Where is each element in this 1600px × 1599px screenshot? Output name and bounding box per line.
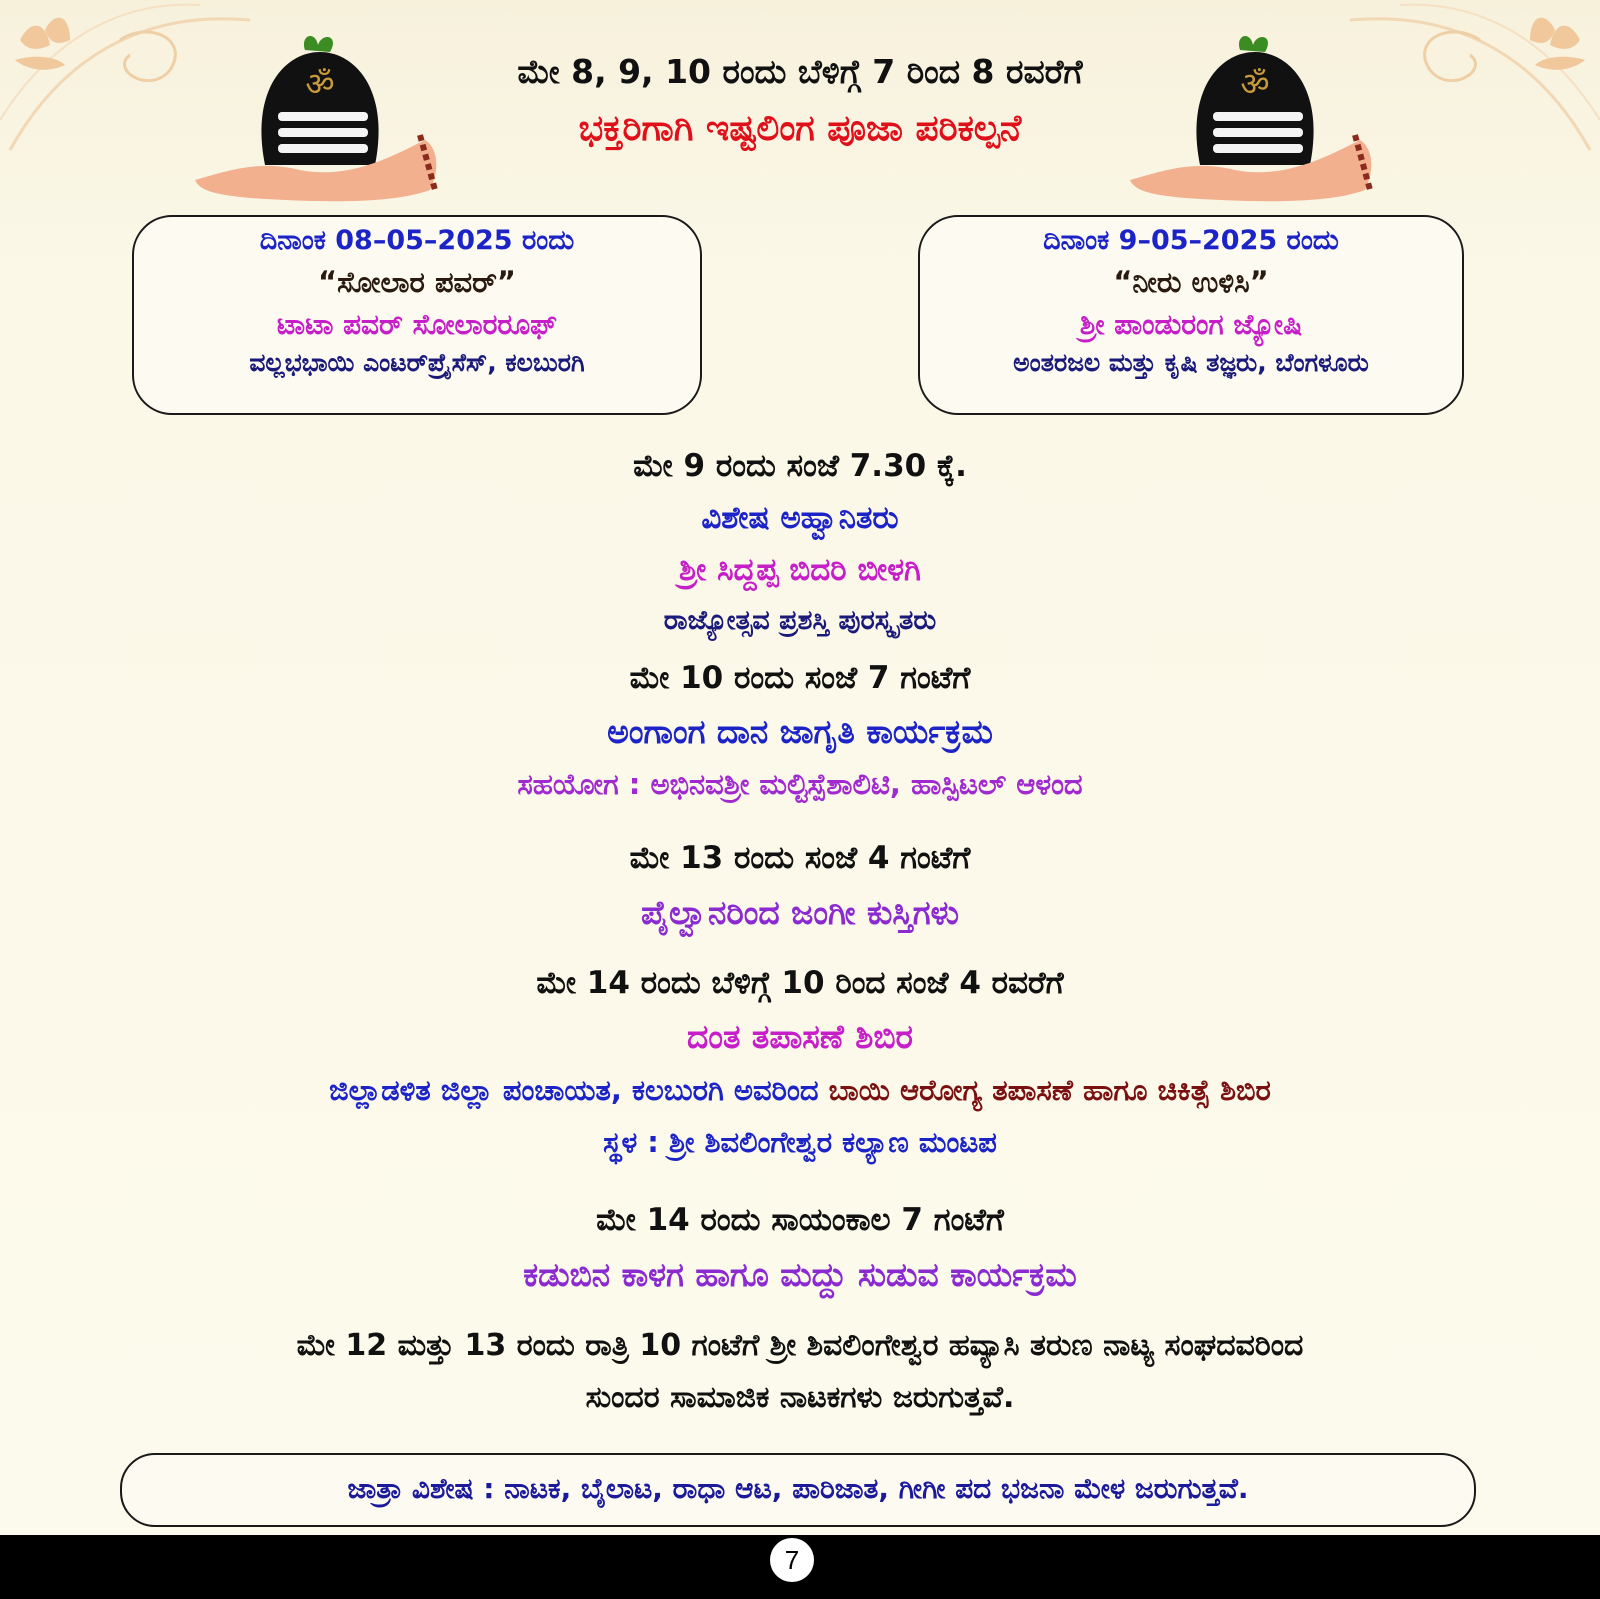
header-schedule: ಮೇ 8, 9, 10 ರಂದು ಬೆಳಿಗ್ಗೆ 7 ರಿಂದ 8 ರವರೆಗೆ <box>517 52 1083 91</box>
event2-title: ಅಂಗಾಂಗ ದಾನ ಜಾಗೃತಿ ಕಾರ್ಯಕ್ರಮ <box>607 712 993 751</box>
jatra-special-text: ಜಾತ್ರಾ ವಿಶೇಷ : ನಾಟಕ, ಬೈಲಾಟ, ರಾಧಾ ಆಟ, ಪಾರಿಜಾತ, ಗೀಗೀ ಪದ ಭಜನಾ ಮೇಳ ಜರುಗುತ್ತವೆ. <box>347 1472 1249 1505</box>
event3-title: ಪೈಲ್ವಾನರಿಂದ ಜಂಗೀ ಕುಸ್ತಿಗಳು <box>641 893 959 932</box>
left-box-title: “ಸೋಲಾರ ಪವರ್” <box>318 265 516 299</box>
event4-desc-camp: ಬಾಯಿ ಆರೋಗ್ಯ ತಪಾಸಣೆ ಹಾಗೂ ಚಿಕಿತ್ಸೆ ಶಿಬಿರ <box>828 1073 1271 1107</box>
page-number: 7 <box>770 1538 814 1582</box>
event2-desc: ಸಹಯೋಗ : ಅಭಿನವಶ್ರೀ ಮಲ್ಟಿಸ್ಪೆಶಾಲಿಟಿ, ಹಾಸ್ಪಿಟಲ್ ಆಳಂದ <box>517 767 1083 801</box>
event6-line2: ಸುಂದರ ಸಾಮಾಜಿಕ ನಾಟಕಗಳು ಜರುಗುತ್ತವೆ. <box>585 1380 1015 1415</box>
right-info-box <box>918 215 1464 415</box>
event1-time: ಮೇ 9 ರಂದು ಸಂಜೆ 7.30 ಕ್ಕೆ. <box>633 448 967 484</box>
event6-line1: ಮೇ 12 ಮತ್ತು 13 ರಂದು ರಾತ್ರಿ 10 ಗಂಟೆಗೆ ಶ್ರೀ ಶಿವಲಿಂಗೇಶ್ವರ ಹವ್ಯಾಸಿ ತರುಣ ನಾಟ್ಯ ಸಂಘದವರಿಂದ <box>296 1328 1304 1363</box>
event4-desc <box>0 1073 1600 1108</box>
right-box-date: ದಿನಾಂಕ 9–05–2025 ರಂದು <box>1043 225 1339 256</box>
event4-desc-organizer: ಜಿಲ್ಲಾಡಳಿತ ಜಿಲ್ಲಾ ಪಂಚಾಯತ, ಕಲಬುರಗಿ ಅವರಿಂದ <box>329 1073 829 1107</box>
left-box-org: ವಲ್ಲಭಭಾಯಿ ಎಂಟರ್‌ಪ್ರೈಸೆಸ್, ಕಲಬುರಗಿ <box>249 348 585 377</box>
svg-text:ॐ: ॐ <box>1240 65 1270 103</box>
event5-time: ಮೇ 14 ರಂದು ಸಾಯಂಕಾಲ 7 ಗಂಟೆಗೆ <box>596 1202 1004 1238</box>
event1-guest-name: ಶ್ರೀ ಸಿದ್ದಪ್ಪ ಬಿದರಿ ಬೀಳಗಿ <box>679 552 921 588</box>
jatra-special-box <box>120 1453 1476 1527</box>
right-box-title: “ನೀರು ಉಳಿಸಿ” <box>1113 265 1269 299</box>
left-info-box <box>132 215 702 415</box>
event1-title: ವಿಶೇಷ ಅಹ್ವಾನಿತರು <box>701 500 899 536</box>
header-title: ಭಕ್ತರಿಗಾಗಿ ಇಷ್ಟಲಿಂಗ ಪೂಜಾ ಪರಿಕಲ್ಪನೆ <box>578 108 1022 149</box>
event3-time: ಮೇ 13 ರಂದು ಸಂಜೆ 4 ಗಂಟೆಗೆ <box>629 840 971 876</box>
event4-title: ದಂತ ತಪಾಸಣೆ ಶಿಬಿರ <box>687 1017 913 1056</box>
svg-text:ॐ: ॐ <box>305 65 335 103</box>
event4-time: ಮೇ 14 ರಂದು ಬೆಳಿಗ್ಗೆ 10 ರಿಂದ ಸಂಜೆ 4 ರವರೆಗೆ <box>536 965 1064 1001</box>
event4-place: ಸ್ಥಳ : ಶ್ರೀ ಶಿವಲಿಂಗೇಶ್ವರ ಕಲ್ಯಾಣ ಮಂಟಪ <box>603 1125 997 1159</box>
event1-guest-desc: ರಾಜ್ಯೋತ್ಸವ ಪ್ರಶಸ್ತಿ ಪುರಸ್ಕೃತರು <box>663 605 937 636</box>
left-box-date: ದಿನಾಂಕ 08–05–2025 ರಂದು <box>259 225 575 256</box>
right-box-org: ಅಂತರಜಲ ಮತ್ತು ಕೃಷಿ ತಜ್ಞರು, ಬೆಂಗಳೂರು <box>1013 348 1369 377</box>
right-box-subtitle: ಶ್ರೀ ಪಾಂಡುರಂಗ ಜ್ಯೋಷಿ <box>1079 308 1303 341</box>
event5-title: ಕಡುಬಿನ ಕಾಳಗ ಹಾಗೂ ಮದ್ದು ಸುಡುವ ಕಾರ್ಯಕ್ರಮ <box>523 1255 1077 1294</box>
event2-time: ಮೇ 10 ರಂದು ಸಂಜೆ 7 ಗಂಟೆಗೆ <box>629 660 971 696</box>
left-box-subtitle: ಟಾಟಾ ಪವರ್ ಸೋಲಾರರೂಫ್ <box>276 308 558 341</box>
